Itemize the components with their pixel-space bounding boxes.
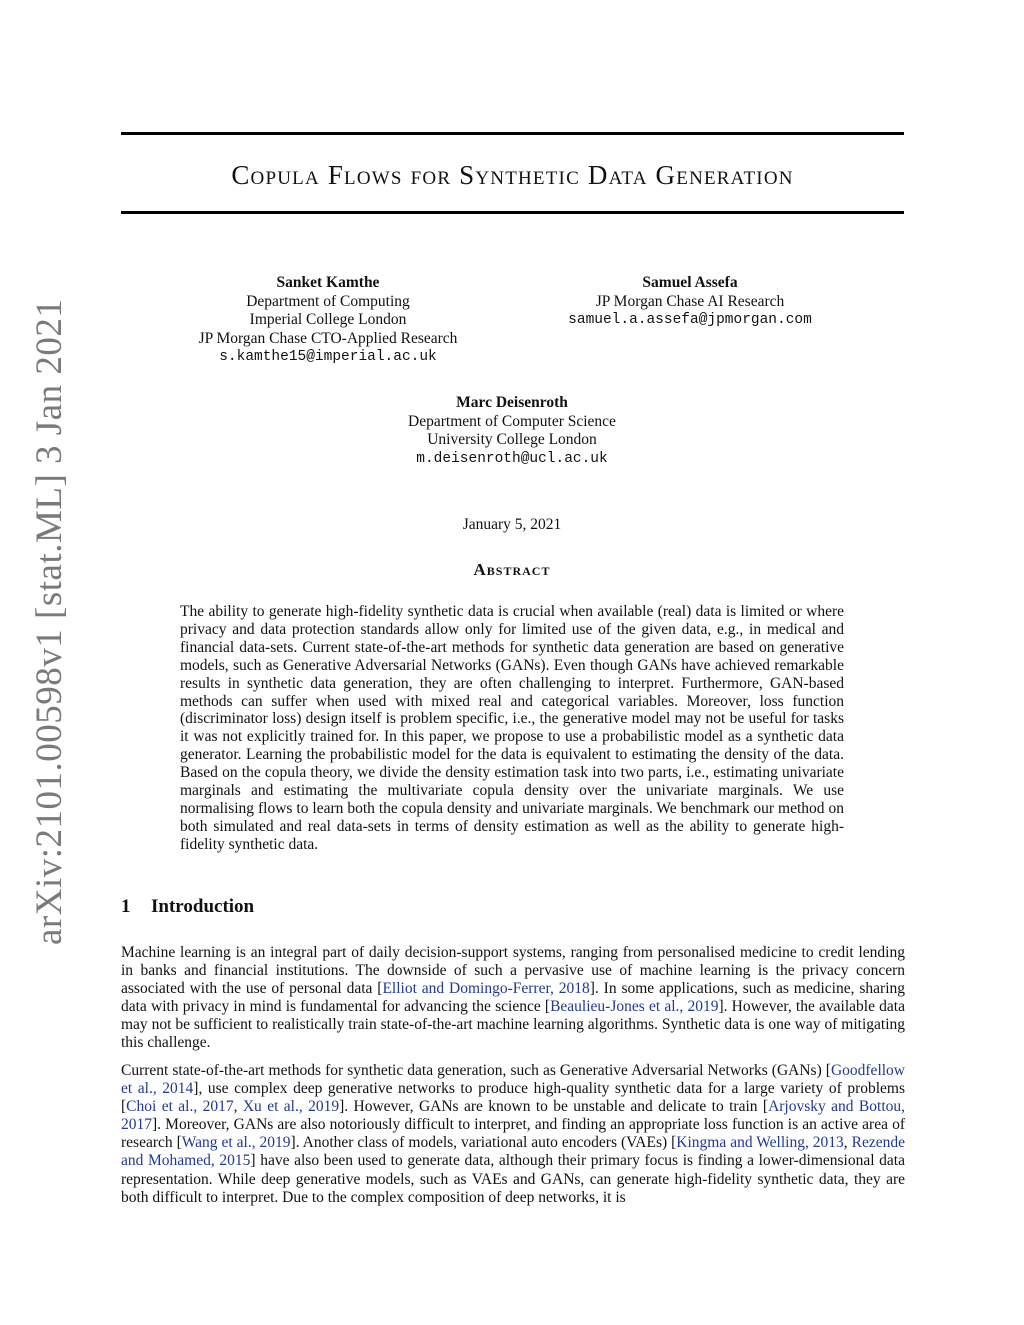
abstract-heading: Abstract bbox=[473, 560, 551, 579]
citation-link[interactable]: Beaulieu-Jones et al., 2019 bbox=[550, 998, 719, 1016]
paragraph-text: ]. However, GANs are known to be unstable and delicate to train [ bbox=[339, 1098, 769, 1116]
title-rule-bottom bbox=[121, 211, 904, 214]
paragraph-text: ]. Moreover, GANs are also notoriously difficult to interpret, and finding an appropriate loss function is an active area of research [ bbox=[121, 1116, 905, 1152]
body-paragraph bbox=[121, 1062, 905, 1207]
author-affiliation: Imperial College London bbox=[249, 311, 407, 328]
author-email: m.deisenroth@ucl.ac.uk bbox=[416, 450, 608, 467]
arxiv-identifier-stamp: arXiv:2101.00598v1 [stat.ML] 3 Jan 2021 bbox=[29, 298, 70, 945]
citation-link[interactable]: Xu et al., 2019 bbox=[242, 1098, 340, 1116]
author-affiliation: University College London bbox=[427, 431, 597, 448]
paragraph-text: ], use complex deep generative networks to produce high-quality synthetic data for a large variety of problems [ bbox=[121, 1080, 906, 1116]
author-name: Samuel Assefa bbox=[642, 274, 738, 291]
author-affiliation: JP Morgan Chase AI Research bbox=[595, 292, 785, 310]
abstract-text: The ability to generate high-fidelity synthetic data is crucial when available (real) data is limited or where privacy and data protection standards allow only for limited use of the given data, e.g., in medical and financial data-sets. Current state-of-the-art methods for synthetic data generation are based on generative models, such as Generative Adversarial Networks (GANs). Even though GANs have achieved remarkable results in synthetic data generation, they are often challenging to interpret. Furthermore, GAN-based methods can suffer when used with mixed real and categorical variables. Moreover, loss function (discriminator loss) design itself is problem specific, i.e., the generative model may not be useful for tasks it was not explicitly trained for. In this paper, we propose to use a probabilistic model as a synthetic data generator. Learning the probabilistic model for the data is equivalent to estimating the density of the data. Based on the copula theory, we divide the density estimation task into two parts, i.e., estimating univariate marginals and estimating the multivariate copula density over the univariate marginals. We use normalising flows to learn both the copula density and univariate marginals. We benchmark our method on both simulated and real data-sets in terms of density estimation as well as the ability to generate high-fidelity synthetic data. bbox=[180, 603, 844, 853]
body-paragraph bbox=[121, 944, 905, 1053]
paragraph-text: , bbox=[233, 1098, 243, 1116]
title-rule-top bbox=[121, 132, 904, 135]
author-affiliation: JP Morgan Chase CTO-Applied Research bbox=[198, 329, 458, 347]
paper-date: January 5, 2021 bbox=[462, 516, 562, 533]
paper-title: Copula Flows for Synthetic Data Generation bbox=[231, 160, 794, 190]
paragraph-text: Machine learning is an integral part of daily decision-support systems, ranging from personalised medicine to credit lending in banks and financial institutions. The downside of such a pervasive use of machine learning is the privacy concern associated with the use of personal data [ bbox=[121, 944, 905, 998]
citation-link[interactable]: Kingma and Welling, 2013 bbox=[676, 1134, 844, 1152]
citation-link[interactable]: Arjovsky and Bottou, 2017 bbox=[121, 1098, 905, 1134]
paragraph-text: ]. However, the available data may not be sufficient to realistically train state-of-the-art machine learning algorithms. Synthetic data is one way of mitigating this challenge. bbox=[121, 998, 905, 1052]
citation-link[interactable]: Elliot and Domingo-Ferrer, 2018 bbox=[382, 980, 590, 998]
paragraph-text: Current state-of-the-art methods for synthetic data generation, such as Generative Adversarial Networks (GANs) [ bbox=[121, 1062, 831, 1079]
author-name: Sanket Kamthe bbox=[276, 274, 380, 291]
author-name: Marc Deisenroth bbox=[456, 394, 568, 411]
paragraph-text: , bbox=[843, 1134, 852, 1152]
paragraph-text: ] have also been used to generate data, although their primary focus is finding a lower-dimensional data representation. While deep generative models, such as VAEs and GANs, can generate high-fidelity synthetic data, they are both difficult to interpret. Due to the complex composition of deep networks, it is bbox=[121, 1152, 905, 1206]
section-title: Introduction bbox=[151, 896, 255, 917]
author-affiliation: Department of Computing bbox=[246, 292, 410, 310]
citation-link[interactable]: Choi et al., 2017 bbox=[126, 1098, 234, 1116]
section-number: 1 bbox=[121, 896, 131, 917]
author-block bbox=[530, 274, 850, 330]
paragraph-text: ]. In some applications, such as medicine, sharing data with privacy in mind is fundamental for advancing the science [ bbox=[121, 980, 906, 1016]
section-heading bbox=[121, 896, 254, 918]
citation-link[interactable]: Rezende and Mohamed, 2015 bbox=[121, 1134, 905, 1170]
paragraph-text: ]. Another class of models, variational auto encoders (VAEs) [ bbox=[290, 1134, 677, 1152]
author-affiliation: Department of Computer Science bbox=[408, 412, 616, 430]
author-email: samuel.a.assefa@jpmorgan.com bbox=[568, 312, 812, 328]
citation-link[interactable]: Goodfellow et al., 2014 bbox=[121, 1062, 905, 1098]
author-block bbox=[352, 394, 672, 468]
citation-link[interactable]: Wang et al., 2019 bbox=[181, 1134, 291, 1152]
author-block bbox=[168, 274, 488, 367]
author-email: s.kamthe15@imperial.ac.uk bbox=[219, 349, 437, 365]
